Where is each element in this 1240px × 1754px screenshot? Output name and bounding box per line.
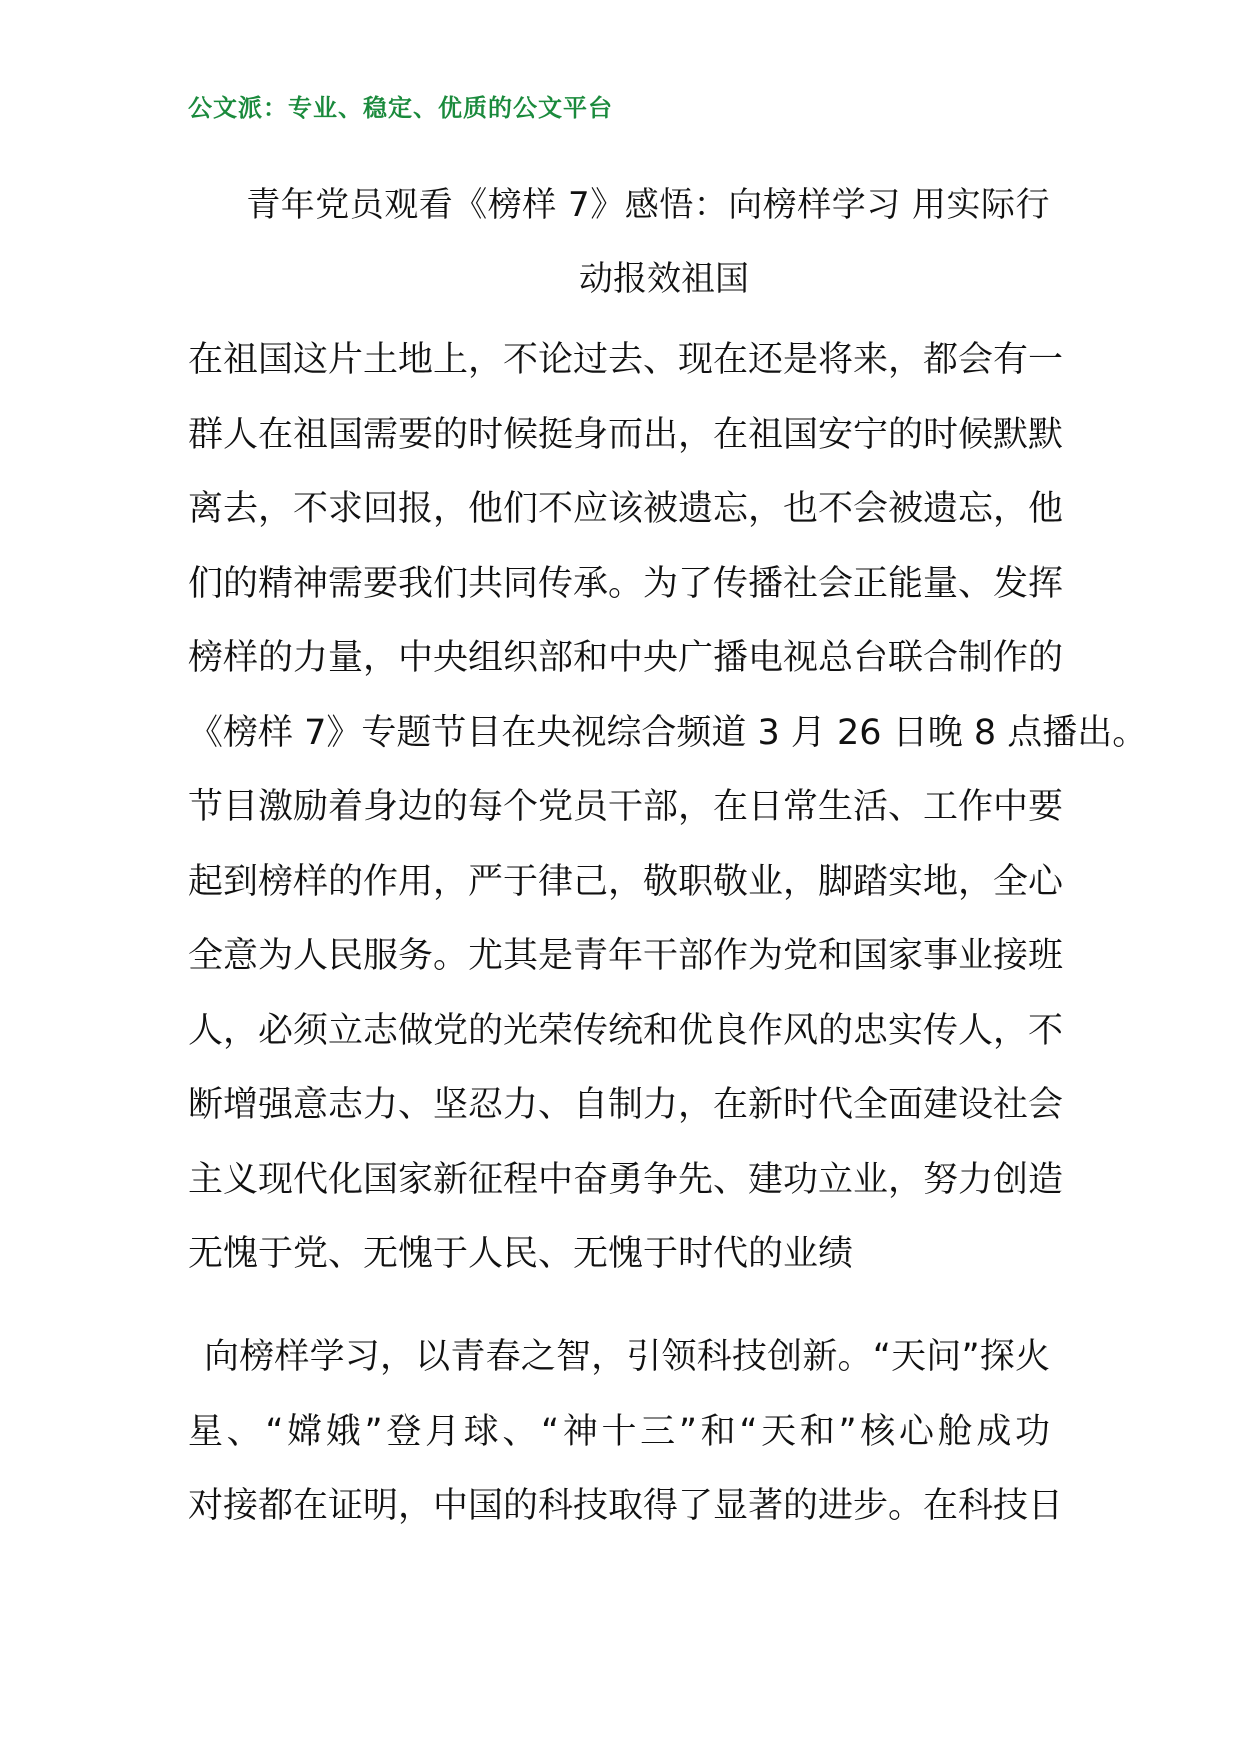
document-title — [188, 168, 1050, 316]
paragraph-line: 节目激励着身边的每个党员干部，在日常生活、工作中要 — [188, 787, 1064, 827]
paragraph-line: 《榜样 7》专题节目在央视综合频道 3 月 26 日晚 8 点播出。 — [188, 712, 1148, 753]
paragraph-line: 全意为人民服务。尤其是青年干部作为党和国家事业接班 — [188, 936, 1064, 976]
body-paragraph — [188, 1320, 1064, 1544]
body-paragraph — [188, 323, 1148, 1292]
paragraph-line: 榜样的力量，中央组织部和中央广播电视总台联合制作的 — [188, 638, 1064, 678]
paragraph-line: 星、“嫦娥”登月球、“神十三”和“天和”核心舱成功 — [188, 1411, 1050, 1452]
platform-header: 公文派：专业、稳定、优质的公文平台 — [188, 94, 613, 122]
paragraph-line: 群人在祖国需要的时候挺身而出，在祖国安宁的时候默默 — [188, 414, 1064, 455]
paragraph-line: 在祖国这片土地上，不论过去、现在还是将来，都会有一 — [188, 340, 1064, 380]
paragraph-line: 起到榜样的作用，严于律己，敬职敬业，脚踏实地，全心 — [188, 861, 1064, 902]
paragraph-line: 离去，不求回报，他们不应该被遗忘，也不会被遗忘，他 — [188, 489, 1064, 529]
title-line: 动报效祖国 — [579, 259, 749, 299]
title-line: 青年党员观看《榜样 7》感悟：向榜样学习 用实际行 — [246, 185, 1050, 225]
paragraph-line: 向榜样学习，以青春之智，引领科技创新。“天问”探火 — [204, 1337, 1050, 1377]
paragraph-line: 无愧于党、无愧于人民、无愧于时代的业绩 — [188, 1234, 854, 1274]
paragraph-line: 主义现代化国家新征程中奋勇争先、建功立业，努力创造 — [188, 1159, 1064, 1200]
paragraph-line: 们的精神需要我们共同传承。为了传播社会正能量、发挥 — [188, 563, 1064, 604]
paragraph-line: 人，必须立志做党的光荣传统和优良作风的忠实传人，不 — [188, 1010, 1064, 1051]
paragraph-line: 断增强意志力、坚忍力、自制力，在新时代全面建设社会 — [188, 1085, 1064, 1125]
paragraph-line: 对接都在证明，中国的科技取得了显著的进步。在科技日 — [188, 1486, 1064, 1526]
